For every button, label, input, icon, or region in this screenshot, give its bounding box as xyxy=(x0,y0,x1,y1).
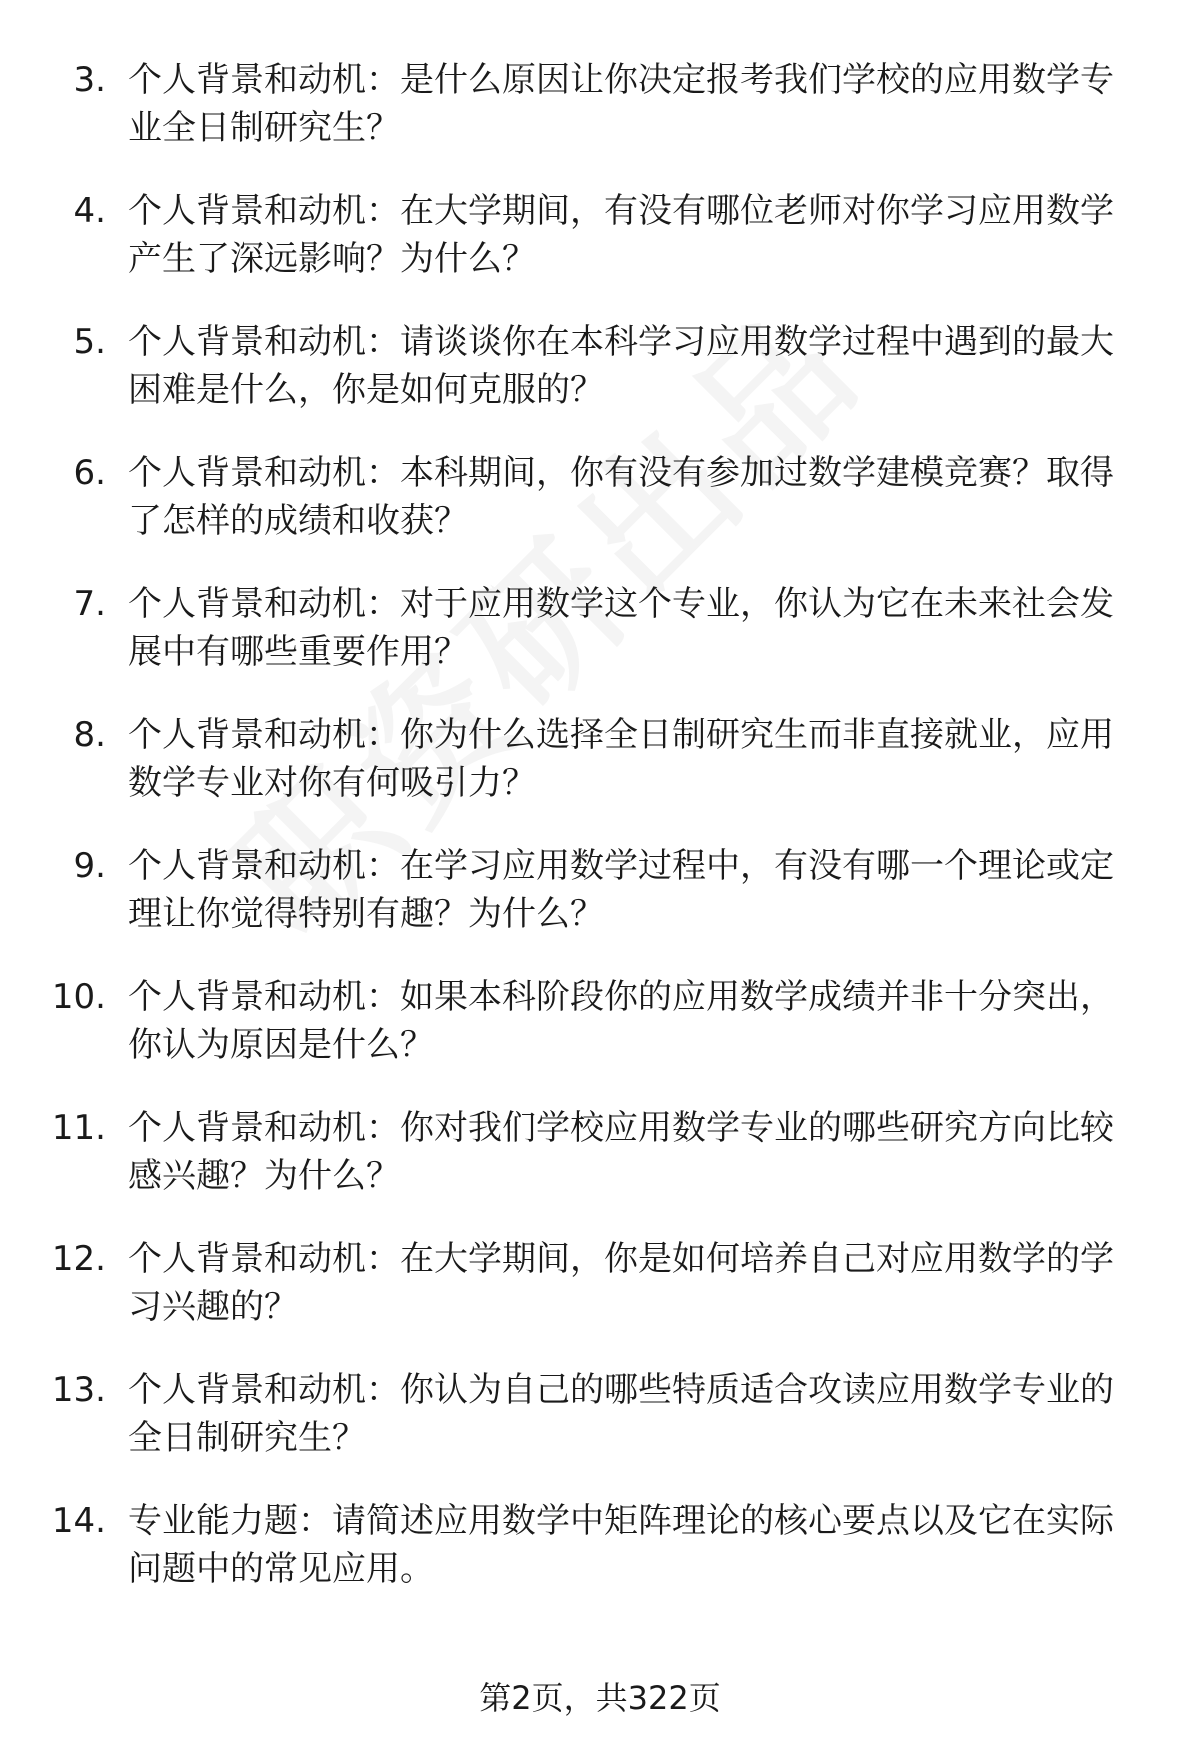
question-item xyxy=(0,580,1200,711)
question-item xyxy=(0,187,1200,318)
question-number: 6. xyxy=(73,453,106,493)
page-footer: 第2页，共322页 xyxy=(479,1679,721,1717)
question-item xyxy=(0,842,1200,973)
question-number: 7. xyxy=(73,584,106,624)
question-text: 个人背景和动机：对于应用数学这个专业，你认为它在未来社会发展中有哪些重要作用？ xyxy=(128,584,1114,672)
question-text: 个人背景和动机：在大学期间，你是如何培养自己对应用数学的学习兴趣的？ xyxy=(128,1239,1114,1327)
question-item xyxy=(0,1366,1200,1497)
question-item xyxy=(0,1235,1200,1366)
question-number: 3. xyxy=(73,60,106,100)
question-number: 14. xyxy=(51,1501,106,1541)
question-number: 4. xyxy=(73,191,106,231)
question-number: 9. xyxy=(73,846,106,886)
question-text: 专业能力题：请简述应用数学中矩阵理论的核心要点以及它在实际问题中的常见应用。 xyxy=(128,1501,1114,1589)
question-number: 5. xyxy=(73,322,106,362)
question-number: 11. xyxy=(51,1108,106,1148)
question-text: 个人背景和动机：本科期间，你有没有参加过数学建模竞赛？取得了怎样的成绩和收获？ xyxy=(128,453,1114,541)
question-text: 个人背景和动机：请谈谈你在本科学习应用数学过程中遇到的最大困难是什么，你是如何克服的？ xyxy=(128,322,1114,410)
question-item xyxy=(0,711,1200,842)
question-list xyxy=(0,56,1200,1628)
question-text: 个人背景和动机：是什么原因让你决定报考我们学校的应用数学专业全日制研究生？ xyxy=(128,60,1114,148)
question-item xyxy=(0,973,1200,1104)
question-text: 个人背景和动机：在大学期间，有没有哪位老师对你学习应用数学产生了深远影响？为什么？ xyxy=(128,191,1114,279)
question-number: 8. xyxy=(73,715,106,755)
question-number: 10. xyxy=(51,977,106,1017)
question-item xyxy=(0,318,1200,449)
question-item xyxy=(0,1104,1200,1235)
question-text: 个人背景和动机：你为什么选择全日制研究生而非直接就业，应用数学专业对你有何吸引力？ xyxy=(128,715,1114,803)
question-item xyxy=(0,449,1200,580)
question-text: 个人背景和动机：在学习应用数学过程中，有没有哪一个理论或定理让你觉得特别有趣？为什么？ xyxy=(128,846,1114,934)
question-number: 12. xyxy=(51,1239,106,1279)
question-text: 个人背景和动机：你对我们学校应用数学专业的哪些研究方向比较感兴趣？为什么？ xyxy=(128,1108,1114,1196)
question-text: 个人背景和动机：如果本科阶段你的应用数学成绩并非十分突出，你认为原因是什么？ xyxy=(128,977,1114,1065)
question-item xyxy=(0,56,1200,187)
question-text: 个人背景和动机：你认为自己的哪些特质适合攻读应用数学专业的全日制研究生？ xyxy=(128,1370,1114,1458)
question-number: 13. xyxy=(51,1370,106,1410)
question-item xyxy=(0,1497,1200,1628)
